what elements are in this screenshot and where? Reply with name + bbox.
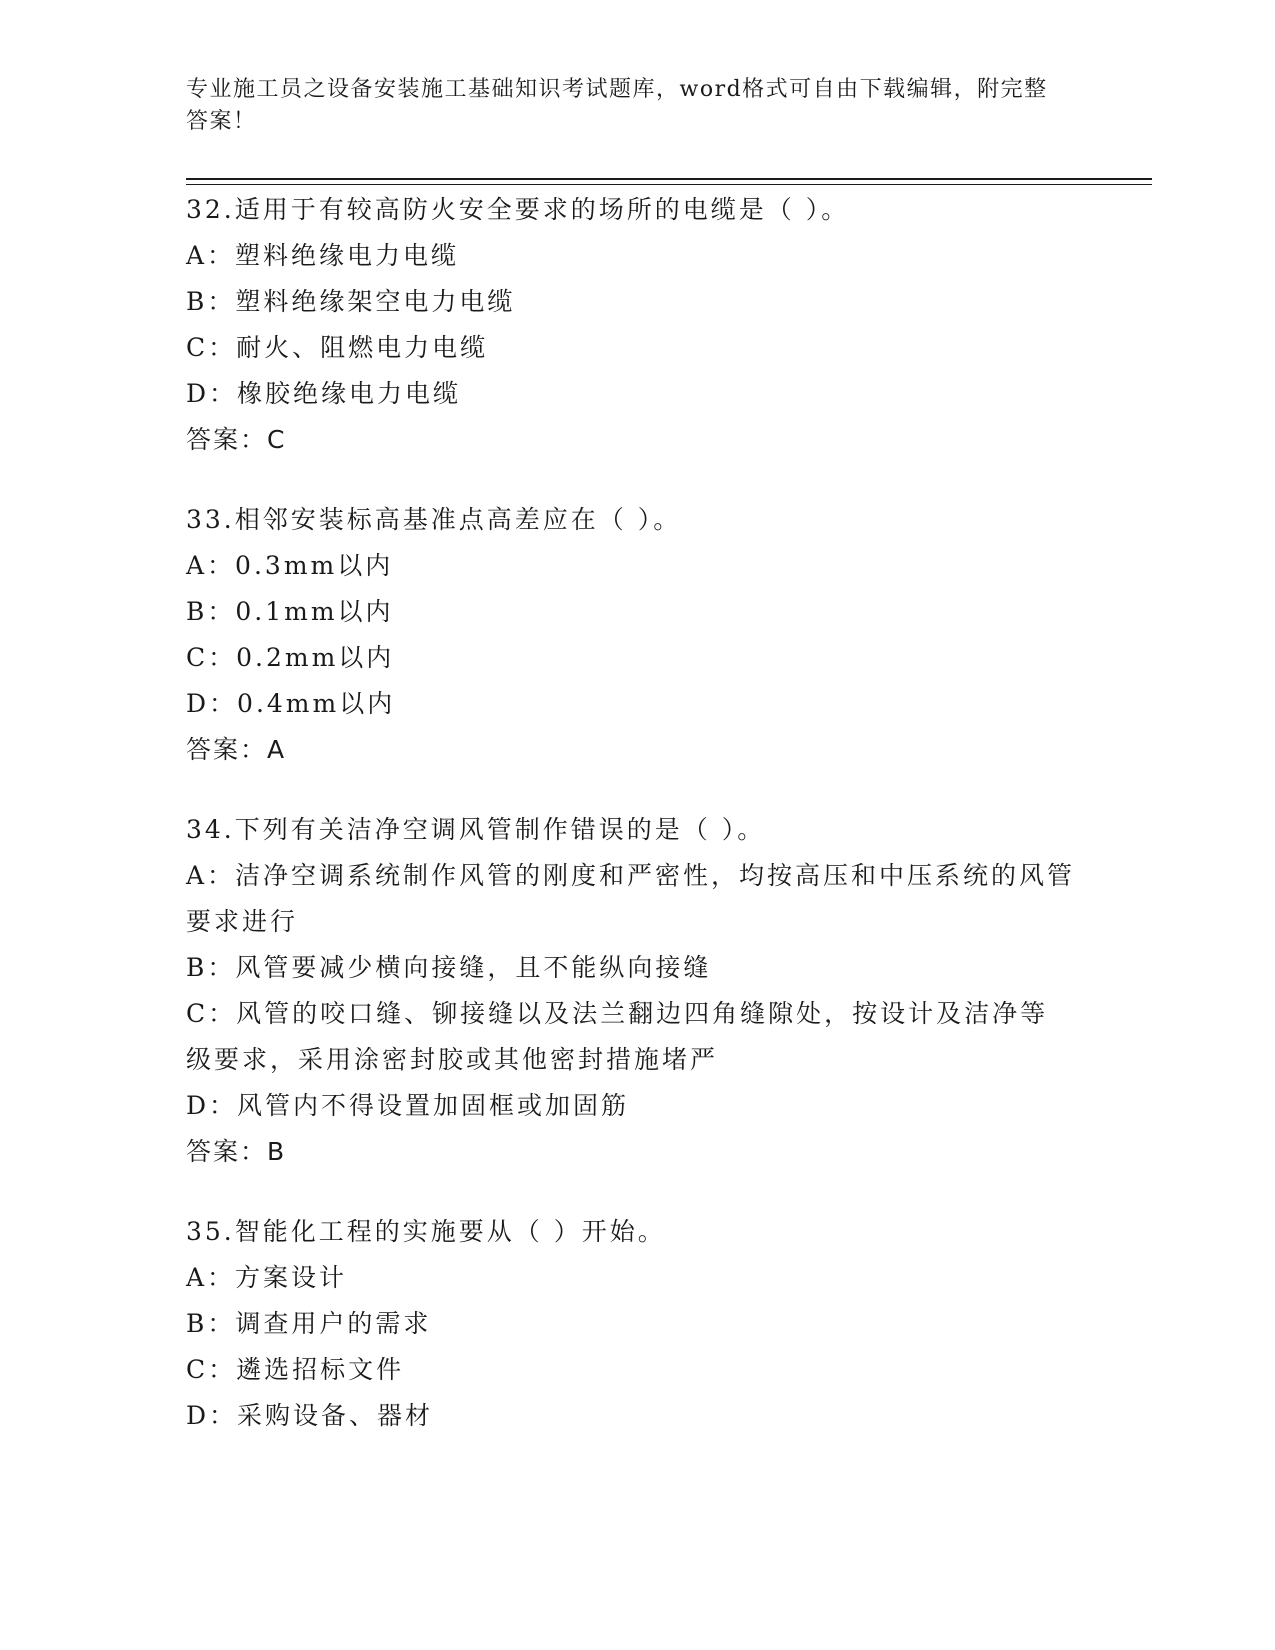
option-d: D：采购设备、器材 — [186, 1401, 434, 1430]
option-a: A：0.3mm以内 — [186, 551, 394, 580]
option-c: C：遴选招标文件 — [186, 1355, 405, 1384]
question-35 — [186, 1209, 1086, 1439]
option-c: C：耐火、阻燃电力电缆 — [186, 333, 489, 362]
option-d: D：风管内不得设置加固框或加固筋 — [186, 1091, 630, 1120]
answer-line: 答案：B — [186, 1137, 287, 1166]
question-33 — [186, 497, 1086, 773]
question-stem: 35.智能化工程的实施要从（ ）开始。 — [186, 1217, 666, 1246]
question-stem: 34.下列有关洁净空调风管制作错误的是（ ）。 — [186, 815, 766, 844]
option-b: B：风管要减少横向接缝，且不能纵向接缝 — [186, 953, 712, 982]
question-stem: 32.适用于有较高防火安全要求的场所的电缆是（ ）。 — [186, 195, 850, 224]
option-b: B：塑料绝缘架空电力电缆 — [186, 287, 516, 316]
header-divider-thick — [186, 178, 1152, 180]
option-a: A：方案设计 — [186, 1263, 348, 1292]
option-a: A：洁净空调系统制作风管的刚度和严密性，均按高压和中压系统的风管要求进行 — [186, 861, 1076, 936]
option-d: D：橡胶绝缘电力电缆 — [186, 379, 462, 408]
document-header: 专业施工员之设备安装施工基础知识考试题库，word格式可自由下载编辑，附完整答案！ — [186, 77, 1048, 134]
option-b: B：调查用户的需求 — [186, 1309, 432, 1338]
option-b: B：0.1mm以内 — [186, 597, 394, 626]
question-stem: 33.相邻安装标高基准点高差应在（ ）。 — [186, 505, 682, 534]
question-34 — [186, 807, 1086, 1175]
option-c: C：风管的咬口缝、铆接缝以及法兰翻边四角缝隙处，按设计及洁净等级要求，采用涂密封胶或其他密封措施堵严 — [186, 999, 1049, 1074]
header-divider-thin — [186, 184, 1152, 185]
option-d: D：0.4mm以内 — [186, 689, 396, 718]
answer-line: 答案：C — [186, 425, 287, 454]
option-a: A：塑料绝缘电力电缆 — [186, 241, 460, 270]
answer-line: 答案：A — [186, 735, 287, 764]
question-list — [186, 187, 1086, 1473]
question-32 — [186, 187, 1086, 463]
option-c: C：0.2mm以内 — [186, 643, 395, 672]
